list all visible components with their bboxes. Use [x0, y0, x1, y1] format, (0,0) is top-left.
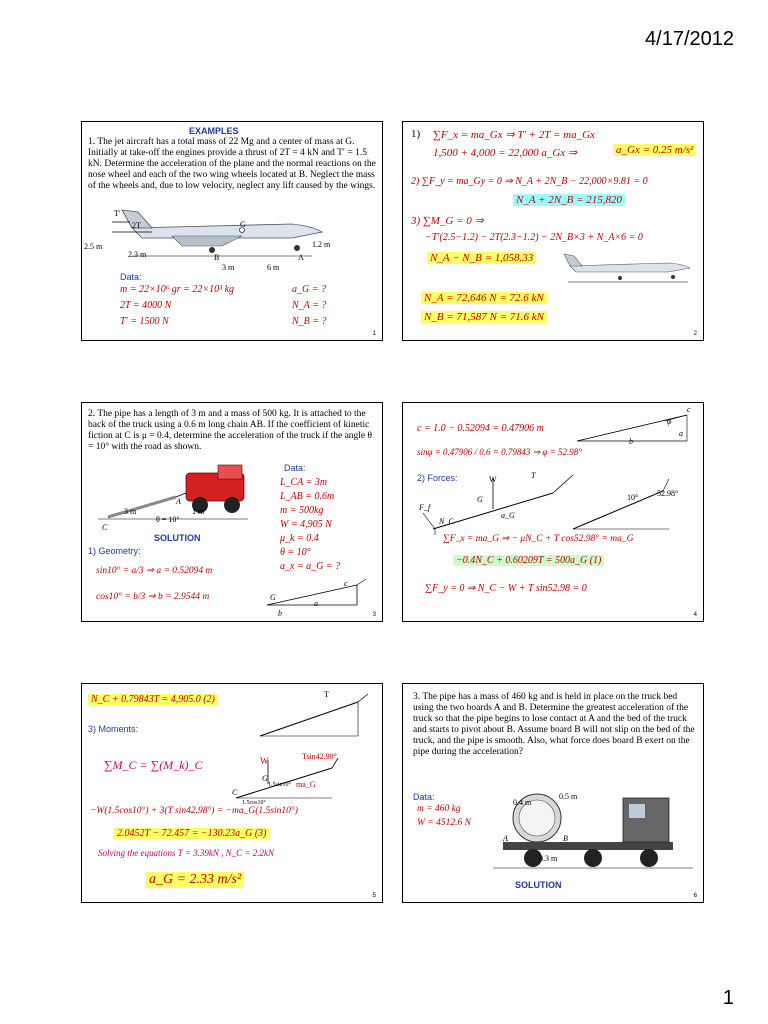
data-line: a_x = a_G = ?	[280, 561, 341, 572]
slide-number: 6	[693, 893, 697, 899]
unknown: a_G = ?	[292, 284, 326, 295]
fig-label: F_f	[419, 503, 431, 512]
fig-label: C	[232, 788, 238, 797]
fig-label: a	[314, 599, 318, 608]
result: N_A + 2N_B = 215,820	[513, 194, 625, 206]
fig-label: 1.2 m	[312, 240, 331, 249]
problem-text: 1. The jet aircraft has a total mass of 22 Mg and a center of mass at G. Initially at take-off the engines provide a thrust of 2T = 4 kN and T′ = 1.5 kN. Determine the acceleration of the plane and the normal reactions on the nose wheel and each of the two wing wheels located at B. Neglect the mass of the wheels and, due to low velocity, neglect any lift caused by the wings.	[88, 137, 376, 191]
fig-label: 10°	[627, 493, 639, 502]
fig-label: W	[489, 475, 497, 484]
data-line: μ_k = 0.4	[280, 533, 319, 544]
equation: ∑M_C = ∑(M_k)_C	[104, 758, 203, 772]
data-line: W = 4,905 N	[280, 519, 332, 530]
fig-label: c	[344, 579, 348, 588]
fig-label: 6 m	[267, 263, 280, 272]
data-line: m = 22×10⁶ gr = 22×10³ kg	[120, 284, 235, 295]
slide-number: 3	[372, 612, 376, 618]
slide-5	[81, 683, 383, 903]
equation: N_C + 0.79843T = 4,905.0 (2)	[88, 694, 218, 705]
data-label: Data:	[284, 463, 306, 473]
fig-label: A	[176, 497, 181, 506]
equation: −W(1.5cos10°) + 3(T sin42.98°) = −ma_G(1.5sin10°)	[90, 806, 298, 816]
fig-label: G	[240, 220, 246, 229]
slide-4	[402, 402, 704, 622]
fig-label: B	[214, 253, 220, 262]
slide-2	[402, 121, 704, 341]
fig-label: 3 m	[222, 263, 235, 272]
fig-label: T	[531, 471, 536, 480]
equation: ∑F_y = 0 ⇒ N_C − W + T sin52.98 = 0	[425, 583, 587, 594]
data-line: L_AB = 0.6m	[280, 491, 335, 502]
fig-label: c	[687, 405, 691, 414]
fig-label: b	[278, 609, 282, 618]
slide-number: 1	[372, 331, 376, 337]
fig-label: 3 m	[124, 507, 137, 516]
fig-label: T′	[114, 209, 121, 218]
fig-label: G	[270, 593, 276, 602]
problem-text: 3. The pipe has a mass of 460 kg and is held in place on the truck bed using the two boards A and B. Determine the greatest acceleration of the truck so that the pipe begins to lose contact at A and the bed of the truck and starts to pivot about B. Assume board B will not slip on the bed of the truck, and the pipe is smooth. Also, what force does board B exert on the pipe during the acceleration?	[413, 692, 695, 757]
section-heading: 1) Geometry:	[88, 546, 141, 556]
header-date: 4/17/2012	[645, 28, 734, 50]
equation: sin10° = a/3 ⇒ a = 0.52094 m	[96, 566, 213, 576]
slide-3	[81, 402, 383, 622]
fig-label: 0.5 m	[559, 792, 578, 801]
fig-label: 2T	[132, 221, 141, 230]
moment-sketch-bottom	[232, 754, 342, 804]
unknown: N_B = ?	[292, 316, 327, 327]
data-line: 2T = 4000 N	[120, 300, 172, 311]
fbd-sketch	[423, 473, 673, 535]
eq-number: 1)	[411, 128, 421, 140]
final-answer: a_G = 2.33 m/s²	[146, 872, 244, 888]
moment-sketch-top	[258, 692, 378, 742]
data-line: L_CA = 3m	[280, 477, 328, 488]
fig-label: ma_G	[296, 780, 316, 789]
fig-label: b	[629, 437, 633, 446]
fig-label: 0.3 m	[539, 854, 558, 863]
equation: ∑F_x = ma_G ⇒ − μN_C + T cos52.98° = ma_G	[443, 534, 634, 544]
fig-label: 1.5sin10°	[268, 782, 291, 788]
fig-label: T	[324, 690, 329, 699]
section-heading: 2) Forces:	[417, 473, 458, 483]
fig-label: a	[679, 429, 683, 438]
fig-label: Tsin42.98°	[302, 752, 337, 761]
fig-label: W	[260, 756, 269, 766]
slide-title: EXAMPLES	[189, 126, 239, 136]
equation: sinφ = 0.47906 / 0.6 = 0.79843 ⇒ φ = 52.98°	[417, 447, 582, 457]
equation: −T′(2.5−1.2) − 2T(2.3−1.2) − 2N_B×3 + N_A×6 = 0	[425, 232, 643, 243]
fig-label: φ	[667, 417, 672, 426]
unknown: N_A = ?	[292, 300, 327, 311]
solve-text: Solving the equations T = 3.39kN , N_C = 2.2kN	[98, 848, 274, 858]
equation: −0.4N_C + 0.60209T = 500a_G (1)	[453, 555, 604, 566]
page-number: 1	[722, 987, 734, 1009]
equation: cos10° = b/3 ⇒ b = 2.9544 m	[96, 592, 210, 602]
data-line: m = 460 kg	[417, 804, 461, 814]
fig-label: N_C	[439, 517, 454, 526]
fig-label: A	[503, 834, 508, 843]
equation: 2) ∑F_y = ma_Gy = 0 ⇒ N_A + 2N_B − 22,000×9.81 = 0	[411, 176, 648, 187]
fig-label: 2.5 m	[84, 242, 103, 251]
data-line: θ = 10°	[280, 547, 311, 558]
result: a_Gx = 0.25 m/s²	[613, 144, 696, 156]
equation: ∑F_x = ma_Gx ⇒ T′ + 2T = ma_Gx	[433, 129, 595, 141]
geometry-sketch	[575, 407, 695, 447]
data-line: W = 4512.6 N	[417, 818, 471, 828]
fig-label: C	[102, 523, 108, 532]
slide-number: 5	[372, 893, 376, 899]
data-line: T′ = 1500 N	[120, 316, 169, 327]
data-label: Data:	[120, 272, 142, 282]
fig-label: θ = 10°	[156, 515, 180, 524]
fig-label: A	[298, 253, 304, 262]
jet-figure-small	[558, 248, 698, 288]
fig-label: a_G	[501, 511, 515, 520]
fig-label: 0.4 m	[513, 798, 532, 807]
result: N_A = 72,646 N = 72.6 kN	[421, 292, 547, 304]
data-line: m = 500kg	[280, 505, 324, 516]
fig-label: 1 m	[192, 507, 205, 516]
equation: 3) ∑M_G = 0 ⇒	[411, 215, 484, 227]
slide-6	[402, 683, 704, 903]
fig-label: G	[477, 495, 483, 504]
section-heading: 3) Moments:	[88, 724, 139, 734]
equation: 2.0452T − 72.457 = −130.23a_G (3)	[114, 828, 270, 839]
slide-number: 2	[693, 331, 697, 337]
fig-label: 2.3 m	[128, 250, 147, 259]
result: N_B = 71,587 N = 71.6 kN	[421, 311, 547, 323]
fig-label: 52.98°	[657, 489, 679, 498]
slide-1	[81, 121, 383, 341]
solution-heading: SOLUTION	[515, 880, 562, 890]
solution-heading: SOLUTION	[154, 533, 201, 543]
fig-label: B	[563, 834, 568, 843]
slide-number: 4	[693, 612, 697, 618]
data-label: Data:	[413, 792, 435, 802]
result: N_A − N_B = 1,058.33	[427, 252, 536, 264]
equation: 1,500 + 4,000 = 22,000 a_Gx ⇒	[433, 147, 578, 159]
fig-label: G	[262, 774, 268, 783]
equation: c = 1.0 − 0.52094 = 0.47906 m	[417, 423, 544, 434]
fig-label: 1.5cos10°	[242, 800, 266, 806]
problem-text: 2. The pipe has a length of 3 m and a mass of 500 kg. It is attached to the back of the truck using a 0.6 m long chain AB. If the coefficient of kinetic fiction at C is μ = 0.4, determine the acceleration of the truck if the angle θ = 10° with the road as shown.	[88, 409, 373, 452]
